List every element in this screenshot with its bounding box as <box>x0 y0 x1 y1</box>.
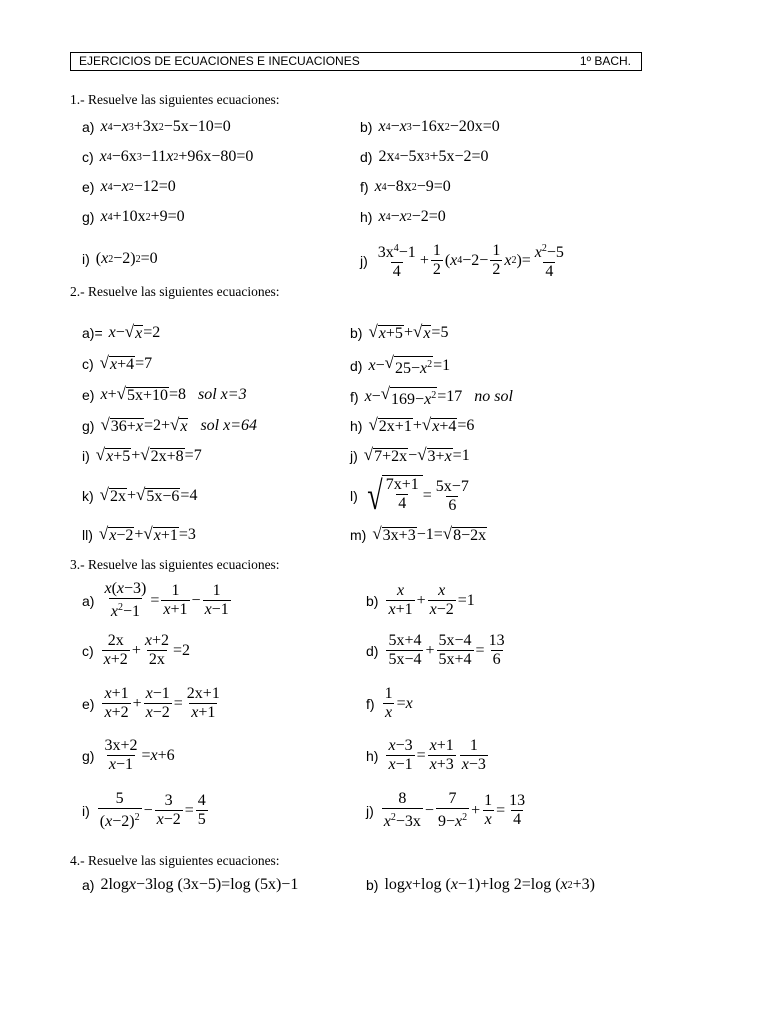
exercise-2a: a)= x − √ x =2 <box>82 322 161 342</box>
exercise-2m: m) √ 3x+3 −1= √ 8−2x <box>350 524 487 544</box>
note-2g: sol x=64 <box>200 417 258 434</box>
exercise-2d: d) x − √ $25-x^2$ =1 <box>350 353 451 377</box>
note-2f: no sol <box>474 388 513 405</box>
exercise-1b: b) x 4 − x 3 −16x 2 −20x=0 <box>360 118 500 135</box>
worksheet-title: EJERCICIOS DE ECUACIONES E INECUACIONES <box>79 54 360 68</box>
exercise-3g: g) $\frac{3x+2}{x-1}$ = x +6 <box>82 737 175 773</box>
exercise-1i: i) ( x 2 −2) 2 =0 <box>82 250 158 267</box>
exercise-3h: h) $\frac{x-3}{x-1}$ = $\frac{x+1}{x+3}$ $\frac{1}{x-3}$ <box>366 737 486 773</box>
exercise-2ll: ll) √ x−2 + √ x+1 =3 <box>82 524 196 544</box>
exercise-1g: g) x 4 +10x 2 +9=0 <box>82 208 185 225</box>
exercise-1h: h) x 4 − x 2 −2=0 <box>360 208 446 225</box>
exercise-2h: h) √ 2x+1 + √ x+4 =6 <box>350 415 475 435</box>
exercise-2i: i) √ x+5 + √ 2x+8 =7 <box>82 445 202 465</box>
exercise-2f: f) x − √ $169-x^2$ =17 no sol <box>350 384 513 408</box>
exercise-3i: i) $\frac{5}{(x-2)^2}$ − $\frac{3}{x-2}$ = $\frac{4}{5}$ <box>82 790 206 830</box>
exercise-1e: e) x 4 − x 2 −12=0 <box>82 178 176 195</box>
exercise-3b: b) $\frac{x}{x+1}$ + $\frac{x}{x-2}$ =1 <box>366 582 475 618</box>
exercise-4b: b) log x +log ( x −1)+log 2=log ( x 2 +3) <box>366 876 596 893</box>
exercise-2b: b) √ x+5 + √ x =5 <box>350 322 449 342</box>
exercise-1j: j) $\frac{3x^4-1}{4}$ + $\frac{1}{2}$ ( x 4 −2− $\frac{1}{2}$ x 2 )= $\frac{x^2-5}{4}$ <box>360 242 564 280</box>
course-level: 1º BACH. <box>579 54 631 68</box>
exercise-2g: g) √ 36+x =2+ √ x sol x=64 <box>82 415 258 435</box>
exercise-3e: e) $\frac{x+1}{x+2}$ + $\frac{x-1}{x-2}$ = $\frac{2x+1}{x+1}$ <box>82 685 220 721</box>
worksheet-header <box>70 52 642 71</box>
exercise-1d: d) 2x 4 −5x 3 +5x−2=0 <box>360 148 489 165</box>
section-3-title: 3.- Resuelve las siguientes ecuaciones: <box>70 557 280 572</box>
exercise-4a: a) 2log x −3log (3x−5)=log (5x)−1 <box>82 876 299 893</box>
exercise-1a: a) x 4 − x 3 +3x 2 −5x−10=0 <box>82 118 231 135</box>
exercise-3j: j) $\frac{8}{x^2-3x}$ − $\frac{7}{9-x^2}$ + $\frac{1}{x}$ = $\frac{13}{4}$ <box>366 790 526 830</box>
exercise-2c: c) √ x+4 =7 <box>82 353 153 373</box>
exercise-3a: a) $\frac{x(x-3)}{x^2-1}$ = $\frac{1}{x+1}$ − $\frac{1}{x-1}$ <box>82 580 229 620</box>
note-2e: sol x=3 <box>198 386 247 403</box>
exercise-3d: d) $\frac{5x+4}{5x-4}$ + $\frac{5x-4}{5x+4}$ = $\frac{13}{6}$ <box>366 632 505 668</box>
exercise-2l: l) √ $\frac{7x+1}{4}$ = $\frac{5x-7}{6}$ <box>350 473 469 518</box>
exercise-2e: e) x + √ 5x+10 =8 sol x=3 <box>82 384 247 404</box>
exercise-3f: f) $\frac{1}{x}$ = x <box>366 685 413 721</box>
section-4-title: 4.- Resuelve las siguientes ecuaciones: <box>70 853 280 868</box>
exercise-1c: c) x 4 −6x 3 −11 x 2 +96x−80=0 <box>82 148 254 165</box>
exercise-2j: j) √ 7+2x − √ 3+x =1 <box>350 445 470 465</box>
section-1-title: 1.- Resuelve las siguientes ecuaciones: <box>70 92 280 107</box>
exercise-3c: c) $\frac{2x}{x+2}$ + $\frac{x+2}{2x}$ =2 <box>82 632 191 668</box>
exercise-2k: k) √ 2x + √ 5x−6 =4 <box>82 485 198 505</box>
exercise-1f: f) x 4 −8x 2 −9=0 <box>360 178 451 195</box>
section-2-title: 2.- Resuelve las siguientes ecuaciones: <box>70 284 280 299</box>
